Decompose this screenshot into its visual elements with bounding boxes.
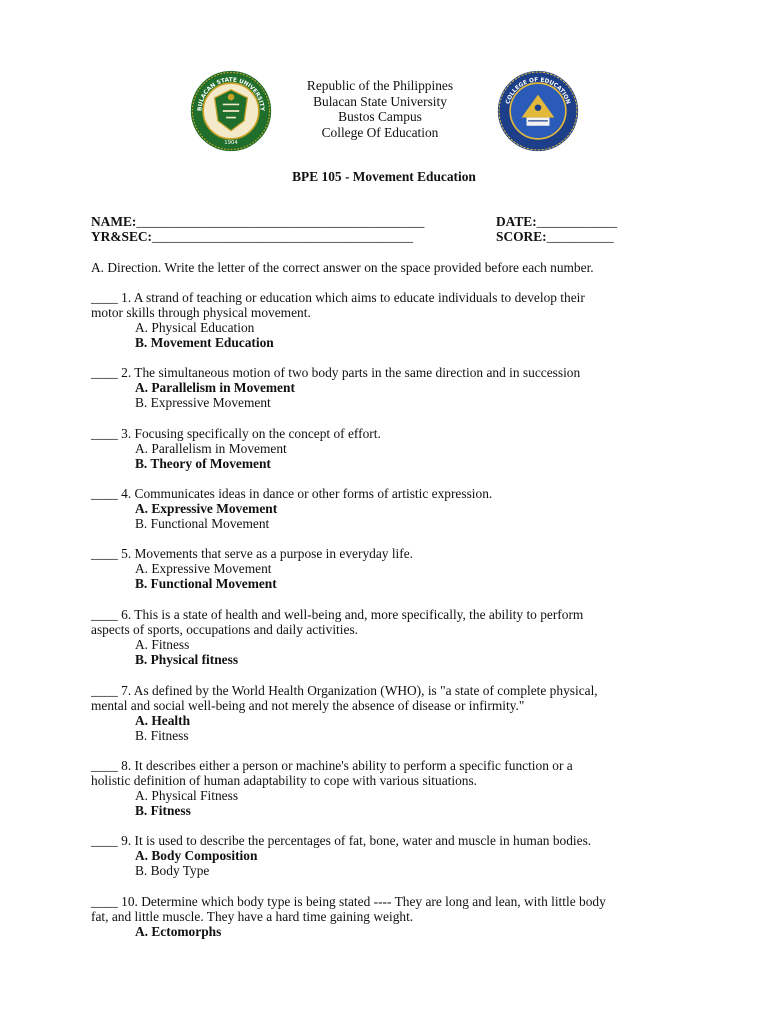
- question-text: ____ 3. Focusing specifically on the concept of effort.: [91, 426, 381, 441]
- choice-a-correct: A. Body Composition: [135, 848, 258, 863]
- question-text: ____ 1. A strand of teaching or education which aims to educate individuals to develop their: [91, 290, 585, 305]
- question-text: holistic definition of human adaptability to cope with various situations.: [91, 773, 478, 788]
- choice-b-correct: B. Theory of Movement: [135, 456, 271, 471]
- choice-a-correct: A. Ectomorphs: [135, 924, 222, 939]
- name-field[interactable]: [91, 214, 424, 229]
- question-10: [91, 894, 691, 939]
- course-title: BPE 105 - Movement Education: [292, 169, 476, 184]
- date-blank[interactable]: ____________: [536, 214, 618, 229]
- date-label: DATE:: [496, 214, 537, 229]
- direction-text: A. Direction. Write the letter of the correct answer on the space provided before each number.: [91, 260, 594, 275]
- score-label: SCORE:: [496, 229, 547, 244]
- institution-header: [260, 78, 500, 140]
- question-text: fat, and little muscle. They have a hard time gaining weight.: [91, 909, 414, 924]
- date-field[interactable]: [496, 214, 617, 229]
- svg-text:1904: 1904: [224, 139, 238, 146]
- svg-text:BULACAN STATE UNIVERSITY: BULACAN STATE UNIVERSITY: [197, 77, 265, 112]
- choice-b-correct: B. Physical fitness: [135, 652, 239, 667]
- header-line: Bustos Campus: [338, 109, 422, 124]
- question-4: [91, 486, 691, 531]
- question-5: [91, 546, 691, 591]
- header-line: Bulacan State University: [313, 93, 447, 109]
- question-text: ____ 10. Determine which body type is being stated ---- They are long and lean, with little body: [91, 894, 606, 909]
- choice-a: A. Expressive Movement: [135, 561, 272, 576]
- yrsec-field[interactable]: [91, 229, 413, 244]
- question-text: mental and social well-being and not merely the absence of disease or infirmity.": [91, 698, 525, 713]
- question-text: aspects of sports, occupations and daily activities.: [91, 622, 359, 637]
- svg-text:COLLEGE OF EDUCATION: COLLEGE OF EDUCATION: [505, 77, 571, 105]
- name-label: NAME:: [91, 214, 137, 229]
- question-1: [91, 290, 691, 350]
- question-8: [91, 758, 691, 818]
- choice-a: A. Physical Education: [135, 320, 255, 335]
- choice-b: B. Expressive Movement: [135, 395, 271, 410]
- choice-a-correct: A. Expressive Movement: [135, 501, 278, 516]
- question-text: ____ 9. It is used to describe the percentages of fat, bone, water and muscle in human bodies.: [91, 833, 592, 848]
- header-line: College Of Education: [321, 124, 439, 140]
- yrsec-label: YR&SEC:: [91, 229, 153, 244]
- choice-a: A. Fitness: [135, 637, 190, 652]
- question-text: ____ 4. Communicates ideas in dance or other forms of artistic expression.: [91, 486, 493, 501]
- choice-a-correct: A. Parallelism in Movement: [135, 380, 295, 395]
- name-blank[interactable]: ___________________________________________: [136, 214, 425, 229]
- question-9: [91, 833, 691, 878]
- yrsec-blank[interactable]: _______________________________________: [152, 229, 414, 244]
- choice-a-correct: A. Health: [135, 713, 191, 728]
- score-field[interactable]: [496, 229, 614, 244]
- choice-b-correct: B. Movement Education: [135, 335, 274, 350]
- choice-b: B. Fitness: [135, 728, 189, 743]
- choice-b: B. Functional Movement: [135, 516, 270, 531]
- question-7: [91, 683, 691, 743]
- question-text: ____ 5. Movements that serve as a purpose in everyday life.: [91, 546, 414, 561]
- question-2: [91, 365, 691, 410]
- score-blank[interactable]: __________: [546, 229, 614, 244]
- choice-b: B. Body Type: [135, 863, 210, 878]
- question-text: ____ 2. The simultaneous motion of two body parts in the same direction and in succession: [91, 365, 581, 380]
- choice-b-correct: B. Functional Movement: [135, 576, 277, 591]
- question-text: ____ 8. It describes either a person or machine's ability to perform a specific function or a: [91, 758, 573, 773]
- question-text: ____ 7. As defined by the World Health Organization (WHO), is "a state of complete physical,: [91, 683, 598, 698]
- question-text: ____ 6. This is a state of health and well-being and, more specifically, the ability to perform: [91, 607, 584, 622]
- question-6: [91, 607, 691, 667]
- question-text: motor skills through physical movement.: [91, 305, 311, 320]
- choice-b-correct: B. Fitness: [135, 803, 191, 818]
- college-of-education-seal: [497, 70, 579, 152]
- choice-a: A. Physical Fitness: [135, 788, 239, 803]
- choice-a: A. Parallelism in Movement: [135, 441, 287, 456]
- question-3: [91, 426, 691, 471]
- header-line: Republic of the Philippines: [306, 78, 454, 93]
